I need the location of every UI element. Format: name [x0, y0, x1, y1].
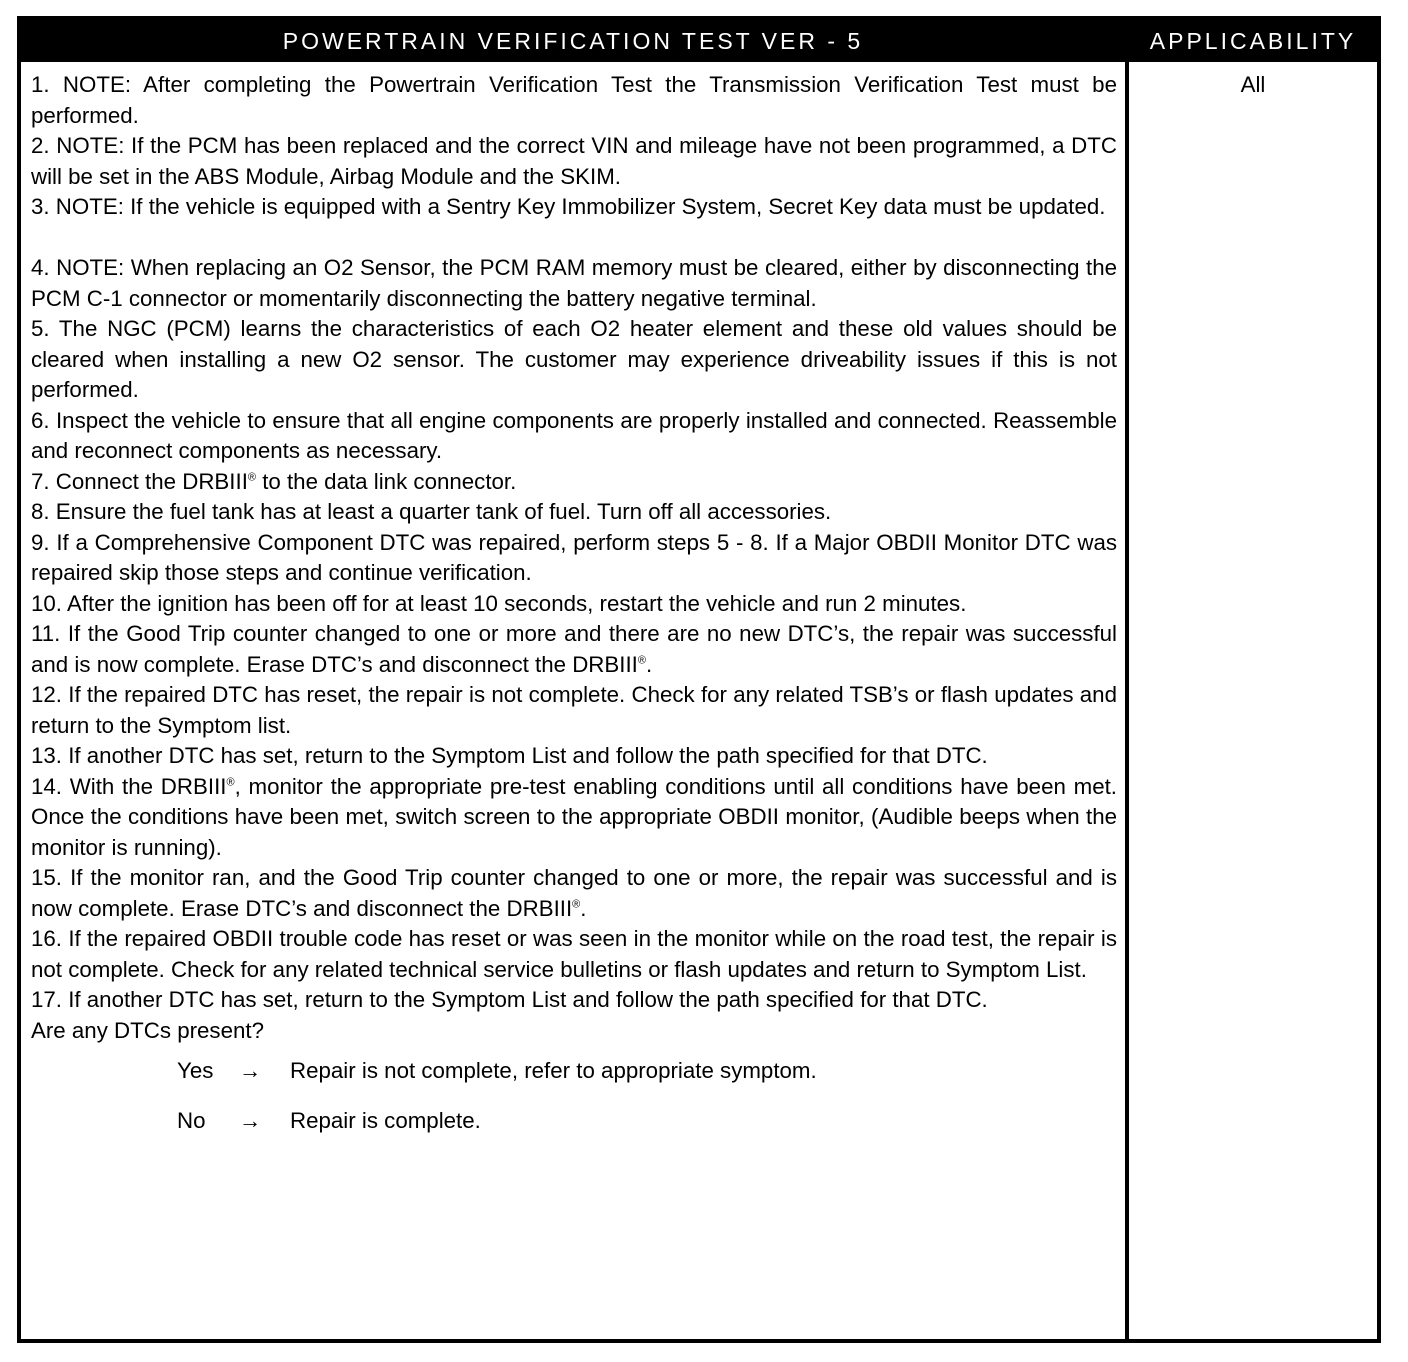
registered-mark: ® — [247, 471, 256, 484]
arrow-right-icon: → — [239, 1058, 262, 1083]
answer-no — [31, 1096, 1117, 1146]
step-11-text-end: . — [645, 651, 653, 677]
registered-mark: ® — [226, 776, 235, 789]
step-11-text: 11. If the Good Trip counter changed to one or more and there are no new DTC’s, the repair was successful and is now complete. Erase DTC’s and disconnect the DRBIII — [31, 621, 1117, 677]
arrow-right-icon: → — [239, 1108, 262, 1133]
step-7-text-end: to the data link connector. — [256, 468, 517, 494]
step-8: 8. Ensure the fuel tank has at least a quarter tank of fuel. Turn off all accessories. — [31, 499, 832, 524]
step-15-text-end: . — [580, 895, 587, 921]
answer-yes — [31, 1046, 1117, 1096]
step-14-text-end: , monitor the appropriate pre-test enabling conditions until all conditions have been met. Once the conditions have been met, switch screen to the appropriate OBDII monitor, (Audible beeps when the monitor is running). — [31, 773, 1117, 860]
step-7-text: 7. Connect the DRBIII — [31, 468, 248, 494]
table-header — [21, 20, 1377, 62]
step-3: 3. NOTE: If the vehicle is equipped with a Sentry Key Immobilizer System, Secret Key data must be updated. — [31, 194, 1106, 219]
step-4: 4. NOTE: When replacing an O2 Sensor, the PCM RAM memory must be cleared, either by disconnecting the PCM C-1 connector or momentarily disconnecting the battery negative terminal. — [31, 255, 1117, 311]
test-title: POWERTRAIN VERIFICATION TEST VER - 5 — [282, 28, 864, 54]
step-15 — [31, 863, 1117, 924]
answer-yes-label: Yes — [177, 1058, 214, 1083]
step-2: 2. NOTE: If the PCM has been replaced and the correct VIN and mileage have not been programmed, a DTC will be set in the ABS Module, Airbag Module and the SKIM. — [31, 133, 1117, 189]
column-divider — [1125, 62, 1129, 1339]
step-13: 13. If another DTC has set, return to the Symptom List and follow the path specified for that DTC. — [31, 743, 988, 768]
step-11 — [31, 619, 1117, 680]
answer-no-label: No — [177, 1108, 206, 1133]
step-10: 10. After the ignition has been off for at least 10 seconds, restart the vehicle and run 2 minutes. — [31, 590, 967, 616]
answer-no-text: Repair is complete. — [290, 1108, 481, 1133]
test-procedure-table — [17, 16, 1381, 1343]
applicability-value: All — [1240, 72, 1266, 97]
decision-question: Are any DTCs present? — [31, 1017, 264, 1043]
procedure-steps — [31, 70, 1117, 1146]
step-14 — [31, 772, 1117, 864]
applicability-header: APPLICABILITY — [1149, 28, 1357, 54]
step-12: 12. If the repaired DTC has reset, the repair is not complete. Check for any related TSB’s or flash updates and return to the Symptom list. — [31, 682, 1117, 738]
step-17: 17. If another DTC has set, return to the Symptom List and follow the path specified for that DTC. — [31, 987, 988, 1012]
step-1: 1. NOTE: After completing the Powertrain Verification Test the Transmission Verification Test must be performed. — [31, 72, 1117, 128]
step-6: 6. Inspect the vehicle to ensure that all engine components are properly installed and connected. Reassemble and reconnect components as necessary. — [31, 407, 1117, 463]
answer-yes-text: Repair is not complete, refer to appropriate symptom. — [290, 1058, 817, 1083]
registered-mark: ® — [637, 654, 646, 667]
step-16: 16. If the repaired OBDII trouble code has reset or was seen in the monitor while on the road test, the repair is not complete. Check for any related technical service bulletins or flash updates and return to Symptom List. — [31, 926, 1117, 982]
registered-mark: ® — [572, 898, 581, 911]
step-5: 5. The NGC (PCM) learns the characteristics of each O2 heater element and these old values should be cleared when installing a new O2 sensor. The customer may experience driveability issues if this is not performed. — [31, 316, 1117, 402]
step-15-text: 15. If the monitor ran, and the Good Trip counter changed to one or more, the repair was successful and is now complete. Erase DTC’s and disconnect the DRBIII — [31, 865, 1117, 921]
step-9: 9. If a Comprehensive Component DTC was repaired, perform steps 5 - 8. If a Major OBDII Monitor DTC was repaired skip those steps and continue verification. — [31, 529, 1117, 585]
step-7 — [31, 467, 1117, 498]
step-14-text: 14. With the DRBIII — [31, 773, 227, 799]
